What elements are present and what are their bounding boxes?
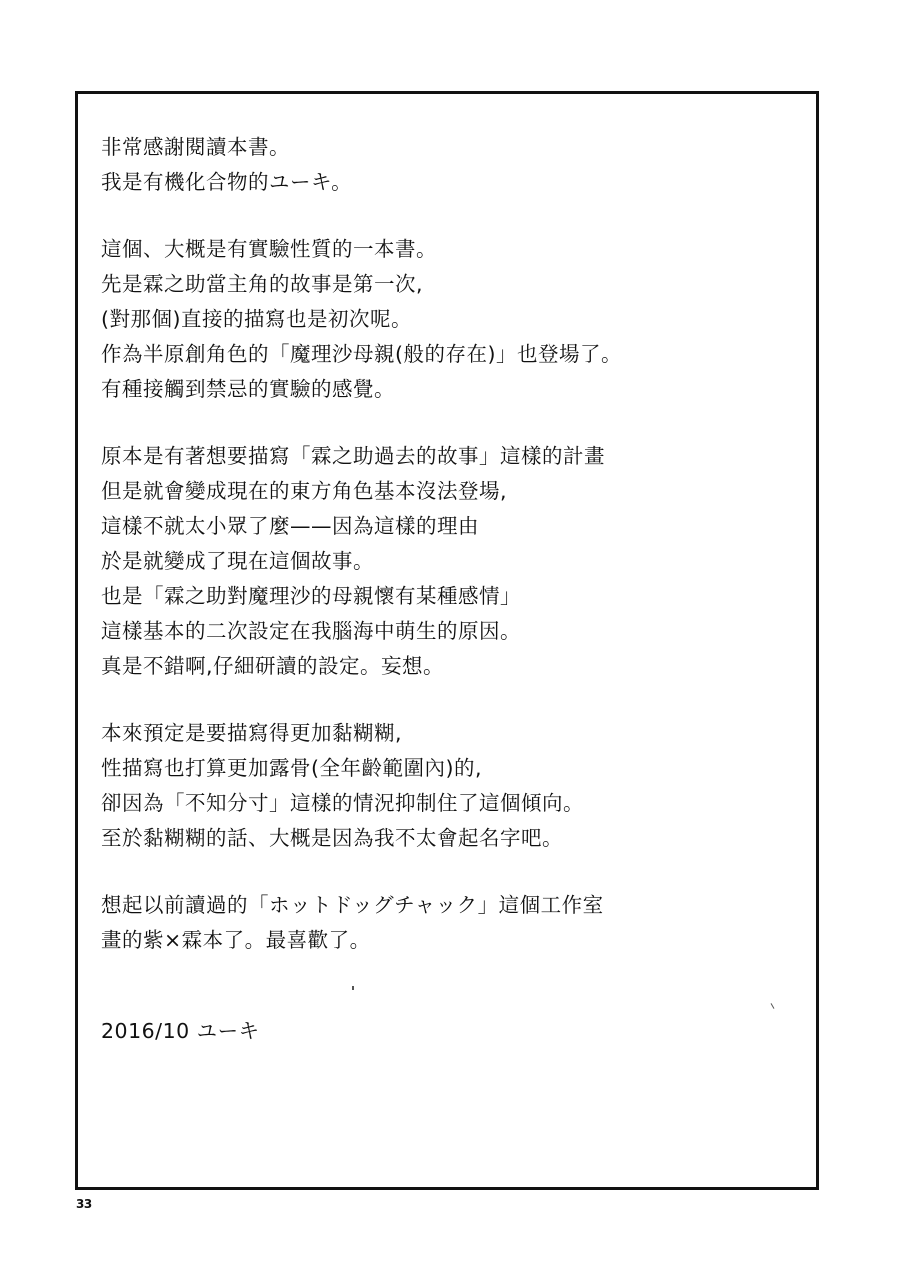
text-line: 有種接觸到禁忌的實驗的感覺。 [101,377,395,401]
text-line: 這樣不就太小眾了麼——因為這樣的理由 [101,514,479,538]
paragraph-5 [101,888,761,958]
text-line: 畫的紫×霖本了。最喜歡了。 [101,928,371,952]
text-line: 也是「霖之助對魔理沙的母親懷有某種感情」 [101,584,521,608]
text-line: 先是霖之助當主角的故事是第一次, [101,272,424,296]
paragraph-4 [101,716,761,856]
text-line: 於是就變成了現在這個故事。 [101,549,374,573]
text-line: 原本是有著想要描寫「霖之助過去的故事」這樣的計畫 [101,444,605,468]
text-line: 性描寫也打算更加露骨(全年齡範圍內)的, [101,756,483,780]
paragraph-1 [101,130,761,200]
text-line: 真是不錯啊,仔細研讀的設定。妄想。 [101,654,445,678]
text-line: (對那個)直接的描寫也是初次呢。 [101,307,412,331]
text-line: 想起以前讀過的「ホットドッグチャック」這個工作室 [101,893,604,917]
scan-speck [352,986,354,990]
afterword-text [101,130,761,958]
page-number: 33 [76,1197,92,1211]
text-line: 至於黏糊糊的話、大概是因為我不太會起名字吧。 [101,826,563,850]
text-line: 作為半原創角色的「魔理沙母親(般的存在)」也登場了。 [101,342,622,366]
paragraph-3 [101,439,761,684]
text-line: 本來預定是要描寫得更加黏糊糊, [101,721,403,745]
text-line: 卻因為「不知分寸」這樣的情況抑制住了這個傾向。 [101,791,584,815]
text-line: 我是有機化合物的ユーキ。 [101,170,353,194]
author-signature: 2016/10 ユーキ [101,1019,260,1043]
text-line: 但是就會變成現在的東方角色基本沒法登場, [101,479,508,503]
text-line: 這個、大概是有實驗性質的一本書。 [101,237,437,261]
text-line: 非常感謝閱讀本書。 [101,135,290,159]
text-line: 這樣基本的二次設定在我腦海中萌生的原因。 [101,619,521,643]
paragraph-2 [101,232,761,407]
